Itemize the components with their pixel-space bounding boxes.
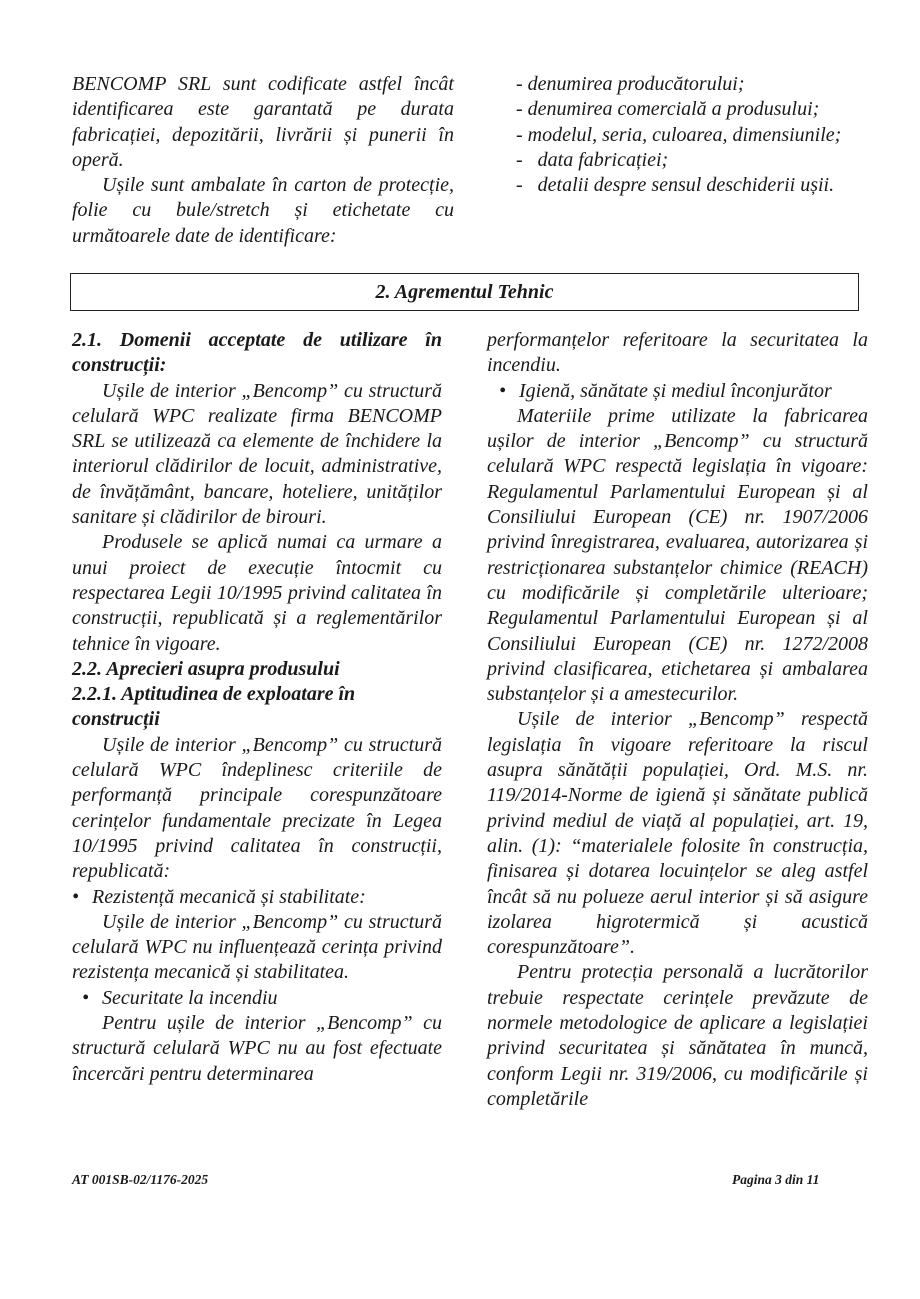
paragraph: Pentru ușile de interior „Bencomp” cu structură celulară WPC nu au fost efectuate încercări pentru determinarea <box>72 1012 442 1085</box>
paragraph: Ușile de interior „Bencomp” cu structură celulară WPC îndeplinesc criteriile de performanță principale corespunzătoare cerințelor fundamentale precizate în Legea 10/1995 privind calitatea în construcții, republicată: <box>72 733 442 883</box>
list-item: - modelul, seria, culoarea, dimensiunile; <box>516 123 842 146</box>
paragraph: Produsele se aplică numai ca urmare a unui proiect de execuție întocmit cu respectarea Legii 10/1995 privind calitatea în construcții, republicată și a reglementărilor tehnice în vigoare. <box>72 531 442 655</box>
paragraph: Ușile de interior „Bencomp” cu structură celulară WPC realizate firma BENCOMP SRL se utilizează ca elemente de închidere la interiorul clădirilor de locuit, administrative, de învățământ, bancare, hoteliere, unităților sanitare și clădirilor de birouri. <box>72 379 442 529</box>
bullet-item <box>82 986 442 1011</box>
paragraph: Pentru protecția personală a lucrătorilor trebuie respectate cerințele prevăzute de normele metodologice de aplicare a legislației privind securitatea și sănătatea în muncă, conform Legii nr. 319/2006, cu modificările și completările <box>487 961 868 1110</box>
bullet-text: Igienă, sănătate și mediul înconjurător <box>519 379 832 402</box>
list-item: - data fabricației; <box>516 148 669 171</box>
bullet-icon: • <box>72 885 80 908</box>
bullet-item <box>499 379 868 404</box>
list-item: - denumirea producătorului; <box>516 73 745 95</box>
bullet-icon: • <box>499 379 507 402</box>
top-left-block <box>72 72 454 249</box>
heading-2-2-1: 2.2.1. Aptitudinea de exploatare în construcții <box>72 683 356 731</box>
bullet-item <box>72 885 442 910</box>
bullet-text: Rezistență mecanică și stabilitate: <box>92 885 366 908</box>
paragraph: Ușile de interior „Bencomp” cu structură celulară WPC nu influențează cerința privind rezistența mecanică și stabilitatea. <box>72 910 442 984</box>
document-code: AT 001SB-02/1176-2025 <box>72 1172 209 1187</box>
paragraph: performanțelor referitoare la securitatea la incendiu. <box>487 329 868 377</box>
heading-2-2: 2.2. Aprecieri asupra produsului <box>72 657 340 680</box>
paragraph: Materiile prime utilizate la fabricarea ușilor de interior „Bencomp” cu structură celulară WPC respectă legislația în vigoare: Regulamentul Parlamentului European și al Consiliului European (CE) nr. 1907/2006 privind înregistrarea, evaluarea, autorizarea și restricționarea substanțelor chimice (REACH) cu modificările și completările ulterioare; Regulamentul Parlamentului European și al Consiliului European (CE) nr. 1272/2008 privind clasificarea, etichetarea și ambalarea substanțelor și a amestecurilor. <box>487 404 868 706</box>
paragraph: Ușile de interior „Bencomp” respectă legislația în vigoare referitoare la riscul asupra sănătății populației, Ord. M.S. nr. 119/2014-Norme de igienă și sănătate publică privind mediul de viață al populației, art. 19, alin. (1): “materialele folosite în construcția, finisarea și dotarea locuințelor se aleg astfel încât să nu polueze aerul interior și să asigure izolarea higrotermică și acustică corespunzătoare”. <box>487 708 868 959</box>
bullet-icon: • <box>82 986 90 1009</box>
page-number: Pagina 3 din 11 <box>732 1172 820 1187</box>
section-title: 2. Agrementul Tehnic <box>70 273 859 311</box>
list-item: - detalii despre sensul deschiderii ușii. <box>516 174 835 197</box>
identification-list <box>516 72 866 198</box>
heading-2-1: 2.1. Domenii acceptate de utilizare în construcții: <box>72 329 442 377</box>
bullet-text: Securitate la incendiu <box>102 986 278 1009</box>
left-column <box>72 328 442 1087</box>
list-item: - denumirea comercială a produsului; <box>516 98 820 121</box>
top-left-paragraph: Ușile sunt ambalate în carton de protecție, folie cu bule/stretch și etichetate cu următoarele date de identificare: <box>72 174 454 247</box>
right-column <box>487 328 868 1112</box>
top-left-paragraph: BENCOMP SRL sunt codificate astfel încât identificarea este garantată pe durata fabricației, depozitării, livrării și punerii în operă. <box>72 73 454 171</box>
